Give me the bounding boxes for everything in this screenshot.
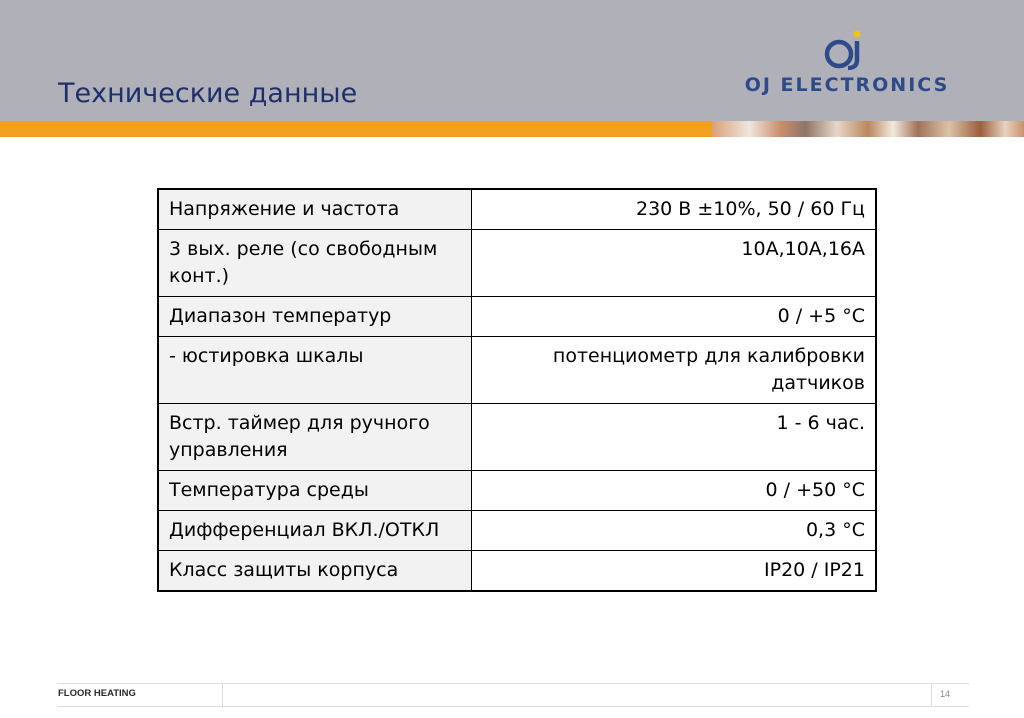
- spec-label: Диапазон температур: [158, 297, 472, 337]
- footer-divider: [222, 684, 223, 706]
- spec-value: 230 В ±10%, 50 / 60 Гц: [472, 189, 877, 230]
- table-row: [158, 230, 876, 297]
- spec-label: Встр. таймер для ручного управления: [158, 404, 472, 471]
- footer-divider-top: [57, 683, 969, 684]
- spec-value: потенциометр для калибровки датчиков: [472, 337, 877, 404]
- oj-logo-icon: [817, 30, 877, 70]
- spec-value: 0 / +5 °C: [472, 297, 877, 337]
- spec-value: IP20 / IP21: [472, 551, 877, 592]
- spec-value: 0 / +50 °C: [472, 471, 877, 511]
- spec-label: - юстировка шкалы: [158, 337, 472, 404]
- spec-label: Дифференциал ВКЛ./ОТКЛ: [158, 511, 472, 551]
- table-row: [158, 404, 876, 471]
- footer-label: FLOOR HEATING: [58, 688, 136, 699]
- table-row: [158, 511, 876, 551]
- header-photo-strip: [712, 121, 1024, 137]
- page-number: 14: [940, 689, 951, 699]
- table-row: [158, 551, 876, 592]
- brand-text: OJ ELECTRONICS: [744, 74, 950, 96]
- footer-divider: [931, 684, 932, 706]
- spec-label: Класс защиты корпуса: [158, 551, 472, 592]
- table-row: [158, 297, 876, 337]
- accent-band: [0, 121, 712, 137]
- spec-value: 10A,10A,16A: [472, 230, 877, 297]
- spec-label: Напряжение и частота: [158, 189, 472, 230]
- oj-electronics-logo: [712, 30, 982, 100]
- footer-divider-bottom: [57, 706, 969, 707]
- table-row: [158, 189, 876, 230]
- page-title: Технические данные: [58, 78, 358, 109]
- spec-label: Температура среды: [158, 471, 472, 511]
- spec-value: 0,3 °C: [472, 511, 877, 551]
- table-row: [158, 471, 876, 511]
- specs-table: [157, 188, 877, 592]
- spec-label: 3 вых. реле (со свободным конт.): [158, 230, 472, 297]
- spec-value: 1 - 6 час.: [472, 404, 877, 471]
- table-row: [158, 337, 876, 404]
